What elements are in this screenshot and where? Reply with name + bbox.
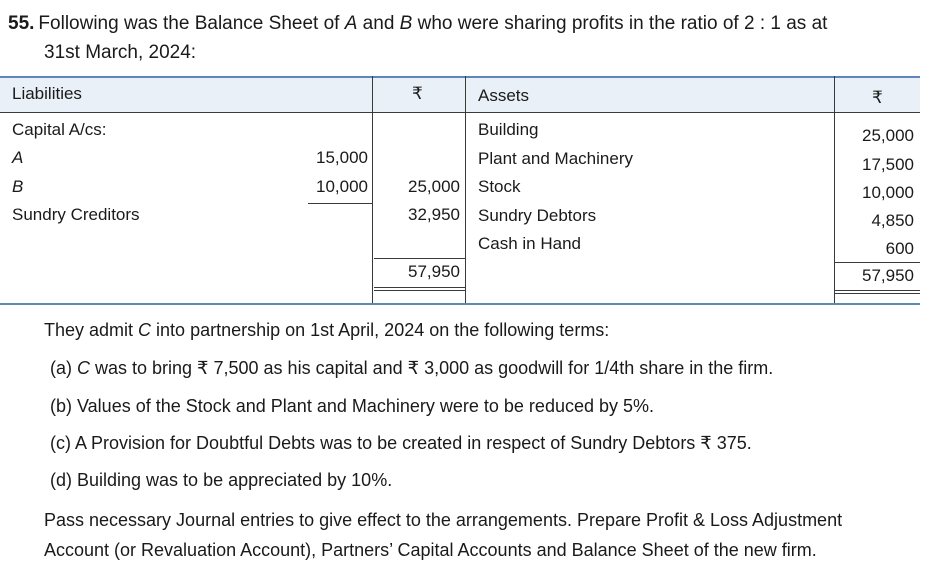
- asset-label-stock: Stock: [478, 177, 521, 196]
- terms-intro: [44, 320, 609, 341]
- top-rule: [0, 76, 920, 78]
- capital-subtotal-rule: [308, 203, 372, 204]
- asset-label-debtors: Sundry Debtors: [478, 206, 597, 225]
- assets-total-rule-2: [835, 293, 920, 294]
- term-a-partner-c: C: [77, 358, 90, 378]
- term-b: (b) Values of the Stock and Plant and Machinery were to be reduced by 5%.: [50, 396, 655, 416]
- asset-value-cash: 600: [885, 239, 914, 258]
- asset-label-cash: Cash in Hand: [478, 234, 582, 253]
- header-liabilities: Liabilities: [12, 84, 82, 103]
- capital-total: 25,000: [408, 177, 460, 196]
- capital-b-label: B: [12, 177, 24, 196]
- creditors-value: 32,950: [408, 205, 460, 224]
- col-divider-1: [372, 76, 373, 304]
- term-a-prefix: (a): [50, 358, 77, 378]
- capital-label: Capital A/cs:: [12, 120, 107, 139]
- capital-a-label: A: [12, 148, 24, 167]
- col-divider-2: [465, 76, 466, 304]
- header-underline: [0, 112, 920, 113]
- asset-value-stock: 10,000: [862, 183, 914, 202]
- asset-value-plant: 17,500: [862, 155, 914, 174]
- instruction-line-2: Account (or Revaluation Account), Partners’ Capital Accounts and Balance Sheet of the new firm.: [44, 540, 817, 560]
- term-a-text: was to bring ₹ 7,500 as his capital and ₹ 3,000 as goodwill for 1/4th share in the firm.: [90, 358, 774, 378]
- asset-label-building: Building: [478, 120, 539, 139]
- assets-total-rule-1: [835, 290, 920, 291]
- assets-total: 57,950: [862, 266, 914, 285]
- term-d: (d) Building was to be appreciated by 10%.: [50, 470, 393, 490]
- header-assets: Assets: [478, 86, 530, 105]
- capital-a-value: 15,000: [316, 148, 368, 167]
- header-rupee-assets: ₹: [872, 88, 883, 107]
- instruction-line-1: Pass necessary Journal entries to give effect to the arrangements. Prepare Profit & Loss Adjustment: [44, 510, 843, 530]
- header-rupee-liabilities: ₹: [412, 84, 423, 103]
- capital-b-value: 10,000: [316, 177, 368, 196]
- balance-sheet-table: [0, 76, 920, 306]
- creditors-label: Sundry Creditors: [12, 205, 140, 224]
- term-c: (c) A Provision for Doubtful Debts was to be created in respect of Sundry Debtors ₹ 375.: [50, 433, 752, 453]
- liab-total-rule-top: [374, 258, 465, 259]
- question-number: 55.: [8, 13, 35, 34]
- header-band: [0, 78, 920, 112]
- col-divider-3: [834, 76, 835, 304]
- partner-a: A: [344, 13, 358, 34]
- question-date: 31st March, 2024:: [44, 42, 197, 63]
- asset-label-plant: Plant and Machinery: [478, 149, 633, 168]
- liab-total-rule-2: [374, 290, 465, 291]
- question-text-1a: Following was the Balance Sheet of: [38, 13, 345, 34]
- question-heading: [8, 10, 827, 37]
- partner-b: B: [399, 13, 413, 34]
- terms-intro-partner-c: C: [138, 320, 152, 340]
- bottom-rule: [0, 303, 920, 305]
- liab-total-rule-1: [374, 287, 465, 288]
- liabilities-total: 57,950: [408, 262, 460, 281]
- terms-intro-b: into partnership on 1st April, 2024 on the following terms:: [151, 320, 610, 340]
- asset-value-debtors: 4,850: [871, 211, 914, 230]
- question-text-1c: who were sharing profits in the ratio of 2 : 1 as at: [412, 13, 828, 34]
- term-a: [50, 358, 773, 379]
- assets-total-rule-top: [835, 262, 920, 263]
- asset-value-building: 25,000: [862, 126, 914, 145]
- question-text-1b: and: [357, 13, 400, 34]
- terms-intro-a: They admit: [44, 320, 139, 340]
